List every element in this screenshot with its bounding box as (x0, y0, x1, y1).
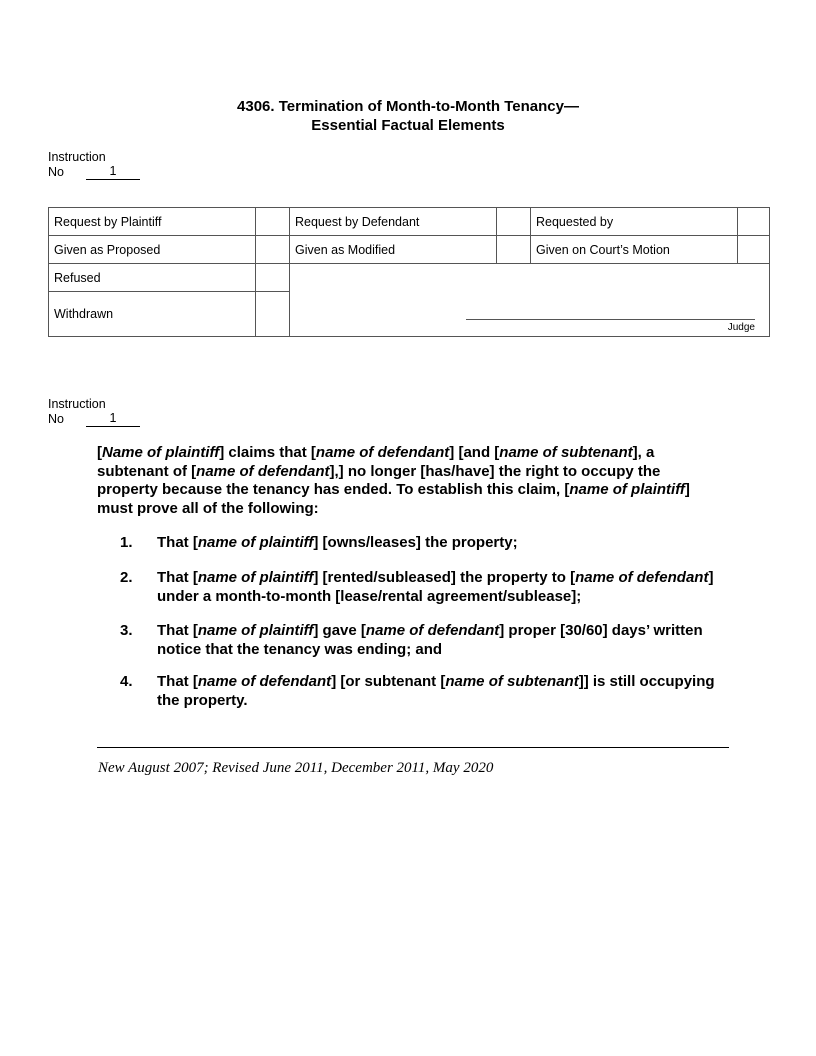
instruction-title (0, 97, 816, 135)
instruction-label: Instruction (48, 150, 106, 164)
disposition-form-table (48, 207, 770, 337)
intro-paragraph: [Name of plaintiff] claims that [name of defendant] [and [name of subtenant], a subtenant of [name of defendant],] no longer [has/have] the right to occupy the property because the tenancy has ended. To establish this claim, [name of plaintiff] must prove all of the following: (97, 444, 690, 517)
title-line-1: 4306. Termination of Month-to-Month Tenancy— (237, 98, 579, 115)
given-on-courts-motion-checkbox[interactable] (738, 236, 770, 264)
instruction-no-value[interactable]: 1 (86, 165, 140, 180)
list-item: 3. That [name of plaintiff] gave [name of defendant] proper [30/60] days’ written notice that the tenancy was ending; and (120, 622, 703, 658)
judge-label: Judge (727, 322, 755, 333)
list-item: 2. That [name of plaintiff] [rented/subleased] the property to [name of defendant] under a month-to-month [lease/rental agreement/sublease]; (120, 569, 714, 605)
list-item: 1. That [name of plaintiff] [owns/leases] the property; (120, 534, 518, 551)
instruction-label: Instruction (48, 397, 106, 411)
instruction-no-label: No (48, 165, 64, 179)
request-by-plaintiff-label: Request by Plaintiff (49, 208, 256, 236)
request-by-defendant-label: Request by Defendant (290, 208, 497, 236)
revision-history: New August 2007; Revised June 2011, December 2011, May 2020 (98, 760, 494, 776)
refused-checkbox[interactable] (256, 264, 290, 292)
given-as-modified-label: Given as Modified (290, 236, 497, 264)
request-by-defendant-checkbox[interactable] (497, 208, 531, 236)
requested-by-label: Requested by (531, 208, 738, 236)
given-on-courts-motion-label: Given on Court’s Motion (531, 236, 738, 264)
withdrawn-checkbox[interactable] (256, 292, 290, 337)
requested-by-checkbox[interactable] (738, 208, 770, 236)
instruction-number-block-bottom (48, 397, 140, 427)
given-as-proposed-checkbox[interactable] (256, 236, 290, 264)
judge-signature-line (466, 319, 755, 320)
given-as-modified-checkbox[interactable] (497, 236, 531, 264)
refused-label: Refused (49, 264, 256, 292)
withdrawn-label: Withdrawn (49, 292, 256, 337)
judge-signature-area[interactable] (290, 264, 770, 337)
instruction-number-block-top (48, 150, 140, 180)
request-by-plaintiff-checkbox[interactable] (256, 208, 290, 236)
title-line-2: Essential Factual Elements (311, 117, 505, 134)
instruction-no-value[interactable]: 1 (86, 412, 140, 427)
given-as-proposed-label: Given as Proposed (49, 236, 256, 264)
list-item: 4. That [name of defendant] [or subtenant [name of subtenant]] is still occupying the property. (120, 673, 715, 709)
divider (97, 747, 729, 748)
instruction-no-label: No (48, 412, 64, 426)
